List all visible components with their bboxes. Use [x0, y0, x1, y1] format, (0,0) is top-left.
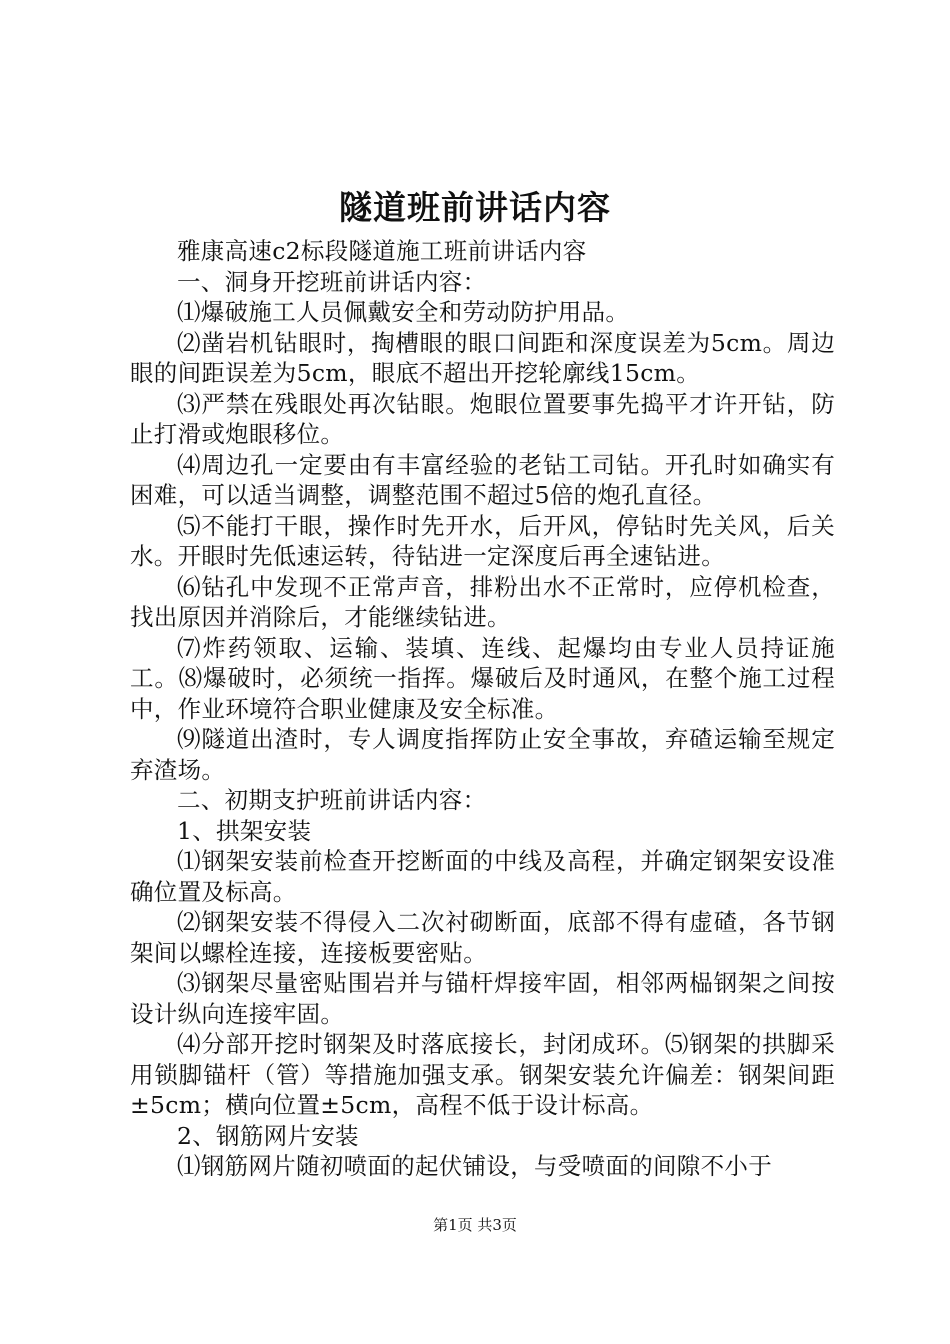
paragraph: ⑷周边孔一定要由有丰富经验的老钻工司钻。开孔时如确实有困难，可以适当调整，调整范围不超过5倍的炮孔直径。: [130, 450, 835, 509]
paragraph: ⑴钢筋网片随初喷面的起伏铺设，与受喷面的间隙不小于: [177, 1152, 772, 1180]
paragraph: ⑵凿岩机钻眼时，掏槽眼的眼口间距和深度误差为5cm。周边眼的间距误差为5cm，眼底不超出开挖轮廓线15cm。: [130, 328, 835, 387]
paragraph: ⑸不能打干眼，操作时先开水，后开风，停钻时先关风，后关水。开眼时先低速运转，待钻进一定深度后再全速钻进。: [130, 511, 835, 570]
document-body: [130, 236, 835, 1182]
paragraph: ⑶钢架尽量密贴围岩并与锚杆焊接牢固，相邻两榀钢架之间按设计纵向连接牢固。: [130, 969, 835, 1028]
subsection-heading-arch: 1、拱架安装: [177, 816, 312, 845]
section-heading-excavation: 一、洞身开挖班前讲话内容：: [177, 267, 487, 296]
subsection-heading-mesh: 2、钢筋网片安装: [177, 1121, 359, 1150]
section-heading-support: 二、初期支护班前讲话内容：: [177, 786, 487, 814]
paragraph: ⑼隧道出渣时，专人调度指挥防止安全事故，弃碴运输至规定弃渣场。: [130, 725, 835, 784]
paragraph: ⑷分部开挖时钢架及时落底接长，封闭成环。⑸钢架的拱脚采用锁脚锚杆（管）等措施加强支承。钢架安装允许偏差：钢架间距±5cm；横向位置±5cm，高程不低于设计标高。: [130, 1030, 835, 1119]
paragraph: ⑵钢架安装不得侵入二次衬砌断面，底部不得有虚碴，各节钢架间以螺栓连接，连接板要密贴。: [130, 908, 835, 967]
paragraph: ⑴爆破施工人员佩戴安全和劳动防护用品。: [177, 298, 630, 326]
paragraph: ⑴钢架安装前检查开挖断面的中线及高程，并确定钢架安设准确位置及标高。: [130, 847, 835, 906]
paragraph: ⑺炸药领取、运输、装填、连线、起爆均由专业人员持证施工。⑻爆破时，必须统一指挥。爆破后及时通风，在整个施工过程中，作业环境符合职业健康及安全标准。: [130, 633, 835, 723]
document-title: 隧道班前讲话内容: [339, 188, 611, 227]
paragraph-subtitle: 雅康高速c2标段隧道施工班前讲话内容: [177, 237, 587, 265]
paragraph: ⑶严禁在残眼处再次钻眼。炮眼位置要事先捣平才许开钻，防止打滑或炮眼移位。: [130, 389, 835, 448]
paragraph: ⑹钻孔中发现不正常声音，排粉出水不正常时，应停机检查，找出原因并消除后，才能继续钻进。: [130, 572, 835, 631]
page-number-footer: 第1页 共3页: [433, 1216, 517, 1234]
